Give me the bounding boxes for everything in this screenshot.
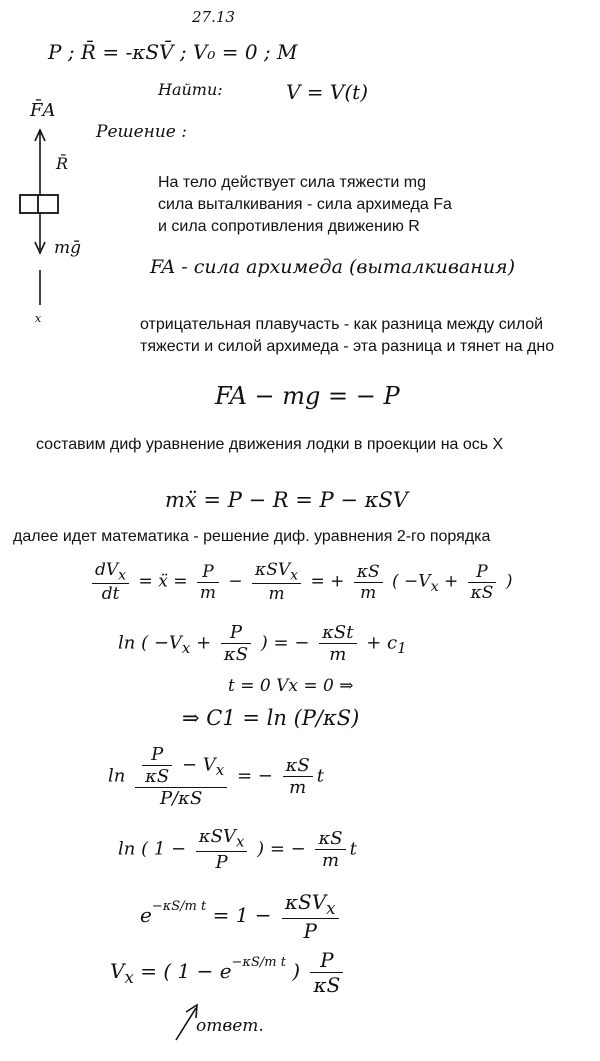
fa-definition: FA - сила архимеда (выталкивания): [150, 256, 516, 278]
forces-text-1: На тело действует сила тяжести mg: [158, 174, 427, 191]
equation-ln-2: ln $\frac{P}{\kappa S}$ − $V_x$ P/κS = − $\frac{\kappa S}{m}$ t: [108, 744, 324, 809]
equation-answer: $V_x$ = ( $1 - e^{-\kappa S/m t}$ ) $\frac{P}{\kappa S}$: [110, 948, 347, 997]
equation-exp: $e^{-\kappa S/m t} = 1$ − $\frac{\kappa SV_x}{P}$: [140, 890, 343, 943]
constant-c1: ⇒ C1 = ln (P/κS): [182, 706, 360, 730]
problem-number: 27.13: [192, 8, 235, 26]
given-line: P ; R̄ = -κSV̄ ; V₀ = 0 ; M: [48, 40, 298, 64]
find-label: Найти:: [158, 80, 223, 99]
diagram-label-mg: mḡ: [54, 238, 82, 258]
equation-motion: mẍ = P − R = P − κSV: [165, 488, 408, 512]
buoyancy-note-1: отрицательная плавучасть - как разница между силой: [140, 316, 544, 333]
math-note: далее идет математика - решение диф. уравнения 2-го порядка: [13, 528, 491, 545]
find-expression: V = V(t): [286, 80, 369, 104]
solution-label: Решение :: [96, 122, 188, 142]
diagram-label-x: x: [35, 312, 42, 325]
equation-dvdt: $\frac{dV_x}{dt}$ = ẍ = $\frac{P}{m}$ − $\frac{\kappa SV_x}{m}$ = + $\frac{\kappa S}{m}$ ( $-V_x$ + $\frac{P}{\kappa S}$ ): [88, 560, 512, 604]
equation-fa: FA − mg = − P: [215, 382, 400, 410]
diff-eq-note: составим диф уравнение движения лодки в проекции на ось X: [36, 436, 504, 453]
answer-label: ответ.: [196, 1016, 264, 1036]
buoyancy-note-2: тяжести и силой архимеда - эта разница и тянет на дно: [140, 338, 555, 355]
forces-text-2: сила выталкивания - сила архимеда Fa: [158, 196, 452, 213]
equation-ln-1: ln ( $-V_x$ + $\frac{P}{\kappa S}$ ) = − $\frac{\text{κSt}}{m}$ + $c_1$: [118, 622, 407, 665]
equation-ln-3: ln ( 1 − $\frac{\kappa SV_x}{P}$ ) = − $\frac{\kappa S}{m}$ t: [118, 826, 357, 873]
diagram-label-fa: F̄A: [30, 100, 56, 121]
diagram-label-r: R̄: [56, 154, 69, 173]
initial-condition: t = 0 Vx = 0 ⇒: [228, 676, 354, 696]
forces-text-3: и сила сопротивления движению R: [158, 218, 420, 235]
